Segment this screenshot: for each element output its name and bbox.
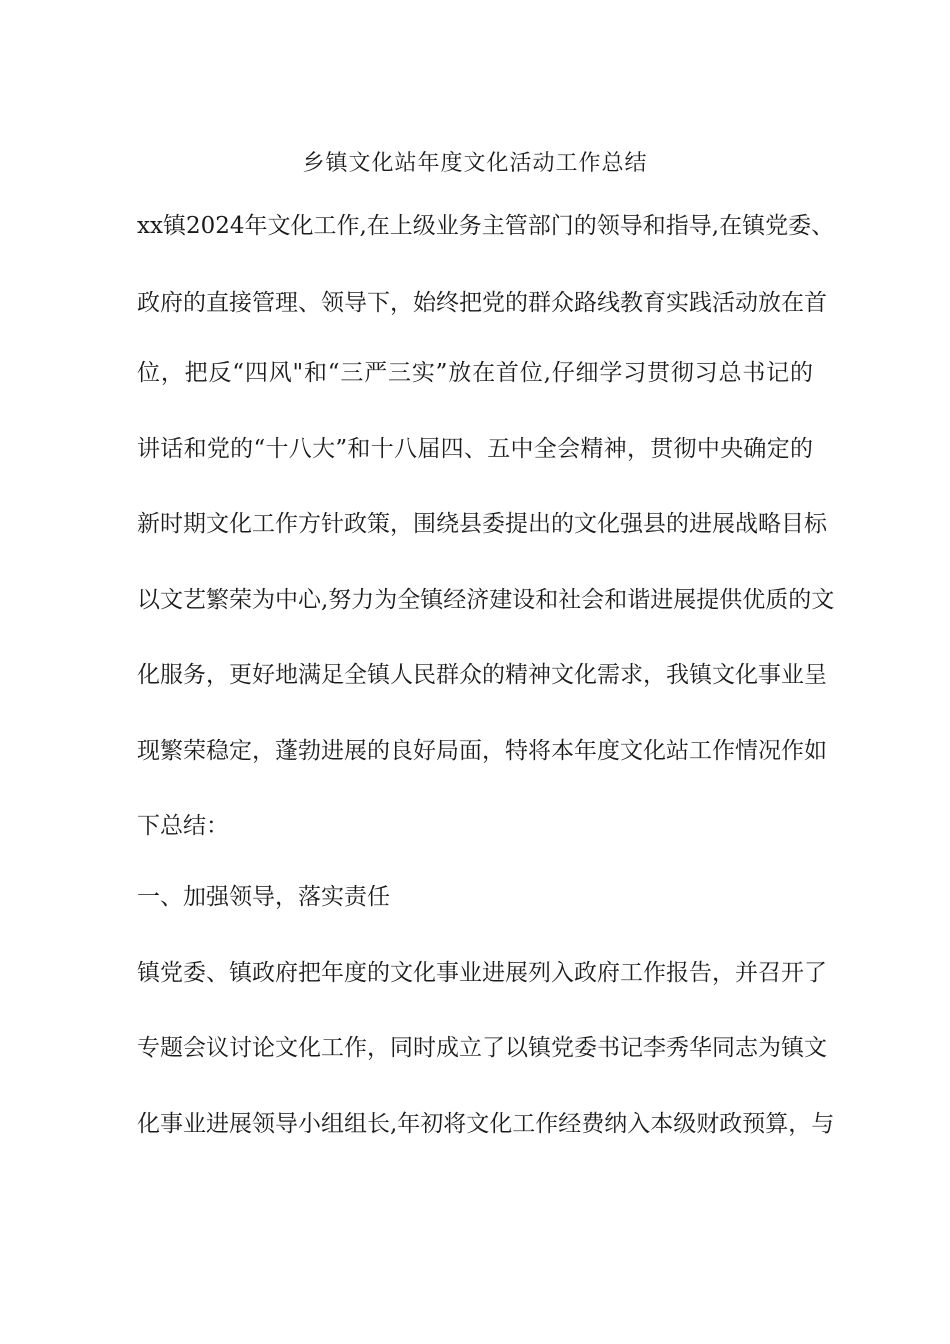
paragraph-line: 以文艺繁荣为中心,努力为全镇经济建设和社会和谐进展提供优质的文 (137, 587, 835, 613)
paragraph-line: 新时期文化工作方针政策，围绕县委提出的文化强县的进展战略目标 (137, 511, 827, 537)
document-title: 乡镇文化站年度文化活动工作总结 (302, 151, 648, 176)
paragraph-line: xx镇2024年文化工作,在上级业务主管部门的领导和指导,在镇党委、 (137, 213, 835, 239)
paragraph-line: 下总结： (137, 813, 229, 839)
section-heading: 一、加强领导，落实责任 (137, 884, 390, 910)
paragraph-line: 镇党委、镇政府把年度的文化事业进展列入政府工作报告，并召开了 (137, 960, 827, 986)
paragraph-line: 现繁荣稳定，蓬勃进展的良好局面，特将本年度文化站工作情况作如 (137, 738, 827, 764)
paragraph-line: 讲话和党的“十八大”和十八届四、五中全会精神，贯彻中央确定的 (137, 436, 813, 462)
paragraph-line: 化事业进展领导小组组长,年初将文化工作经费纳入本级财政预算，与 (137, 1111, 835, 1137)
paragraph-line: 专题会议讨论文化工作，同时成立了以镇党委书记李秀华同志为镇文 (137, 1035, 827, 1061)
paragraph-line: 化服务，更好地满足全镇人民群众的精神文化需求，我镇文化事业呈 (137, 662, 827, 688)
paragraph-line: 位，把反“四风"和“三严三实”放在首位,仔细学习贯彻习总书记的 (137, 360, 813, 386)
paragraph-line: 政府的直接管理、领导下，始终把党的群众路线教育实践活动放在首 (137, 290, 827, 316)
